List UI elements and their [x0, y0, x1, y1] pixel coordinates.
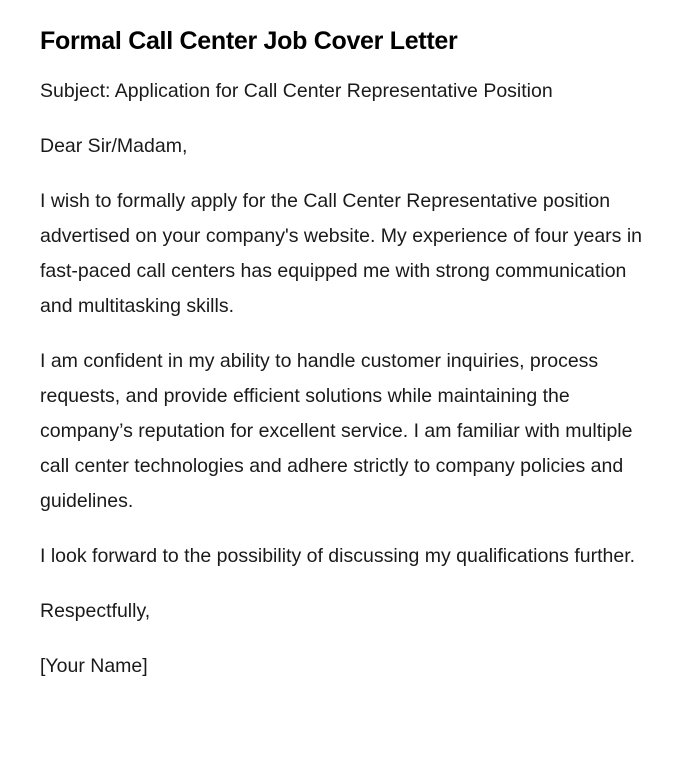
closing: Respectfully,: [40, 600, 151, 622]
subject-line: Subject: Application for Call Center Representative Position: [40, 80, 553, 102]
salutation: Dear Sir/Madam,: [40, 135, 188, 157]
signature-placeholder: [Your Name]: [40, 655, 148, 677]
body-paragraph-1: I wish to formally apply for the Call Center Representative position advertised on your company's website. My experience of four years in fast-paced call centers has equipped me with strong communication and multitasking skills.: [40, 190, 643, 317]
body-paragraph-2: I am confident in my ability to handle customer inquiries, process requests, and provide efficient solutions while maintaining the company’s reputation for excellent service. I am familiar with multiple call center technologies and adhere strictly to company policies and guidelines.: [40, 350, 633, 512]
body-paragraph-3: I look forward to the possibility of discussing my qualifications further.: [40, 545, 636, 567]
letter-title: Formal Call Center Job Cover Letter: [40, 27, 458, 55]
